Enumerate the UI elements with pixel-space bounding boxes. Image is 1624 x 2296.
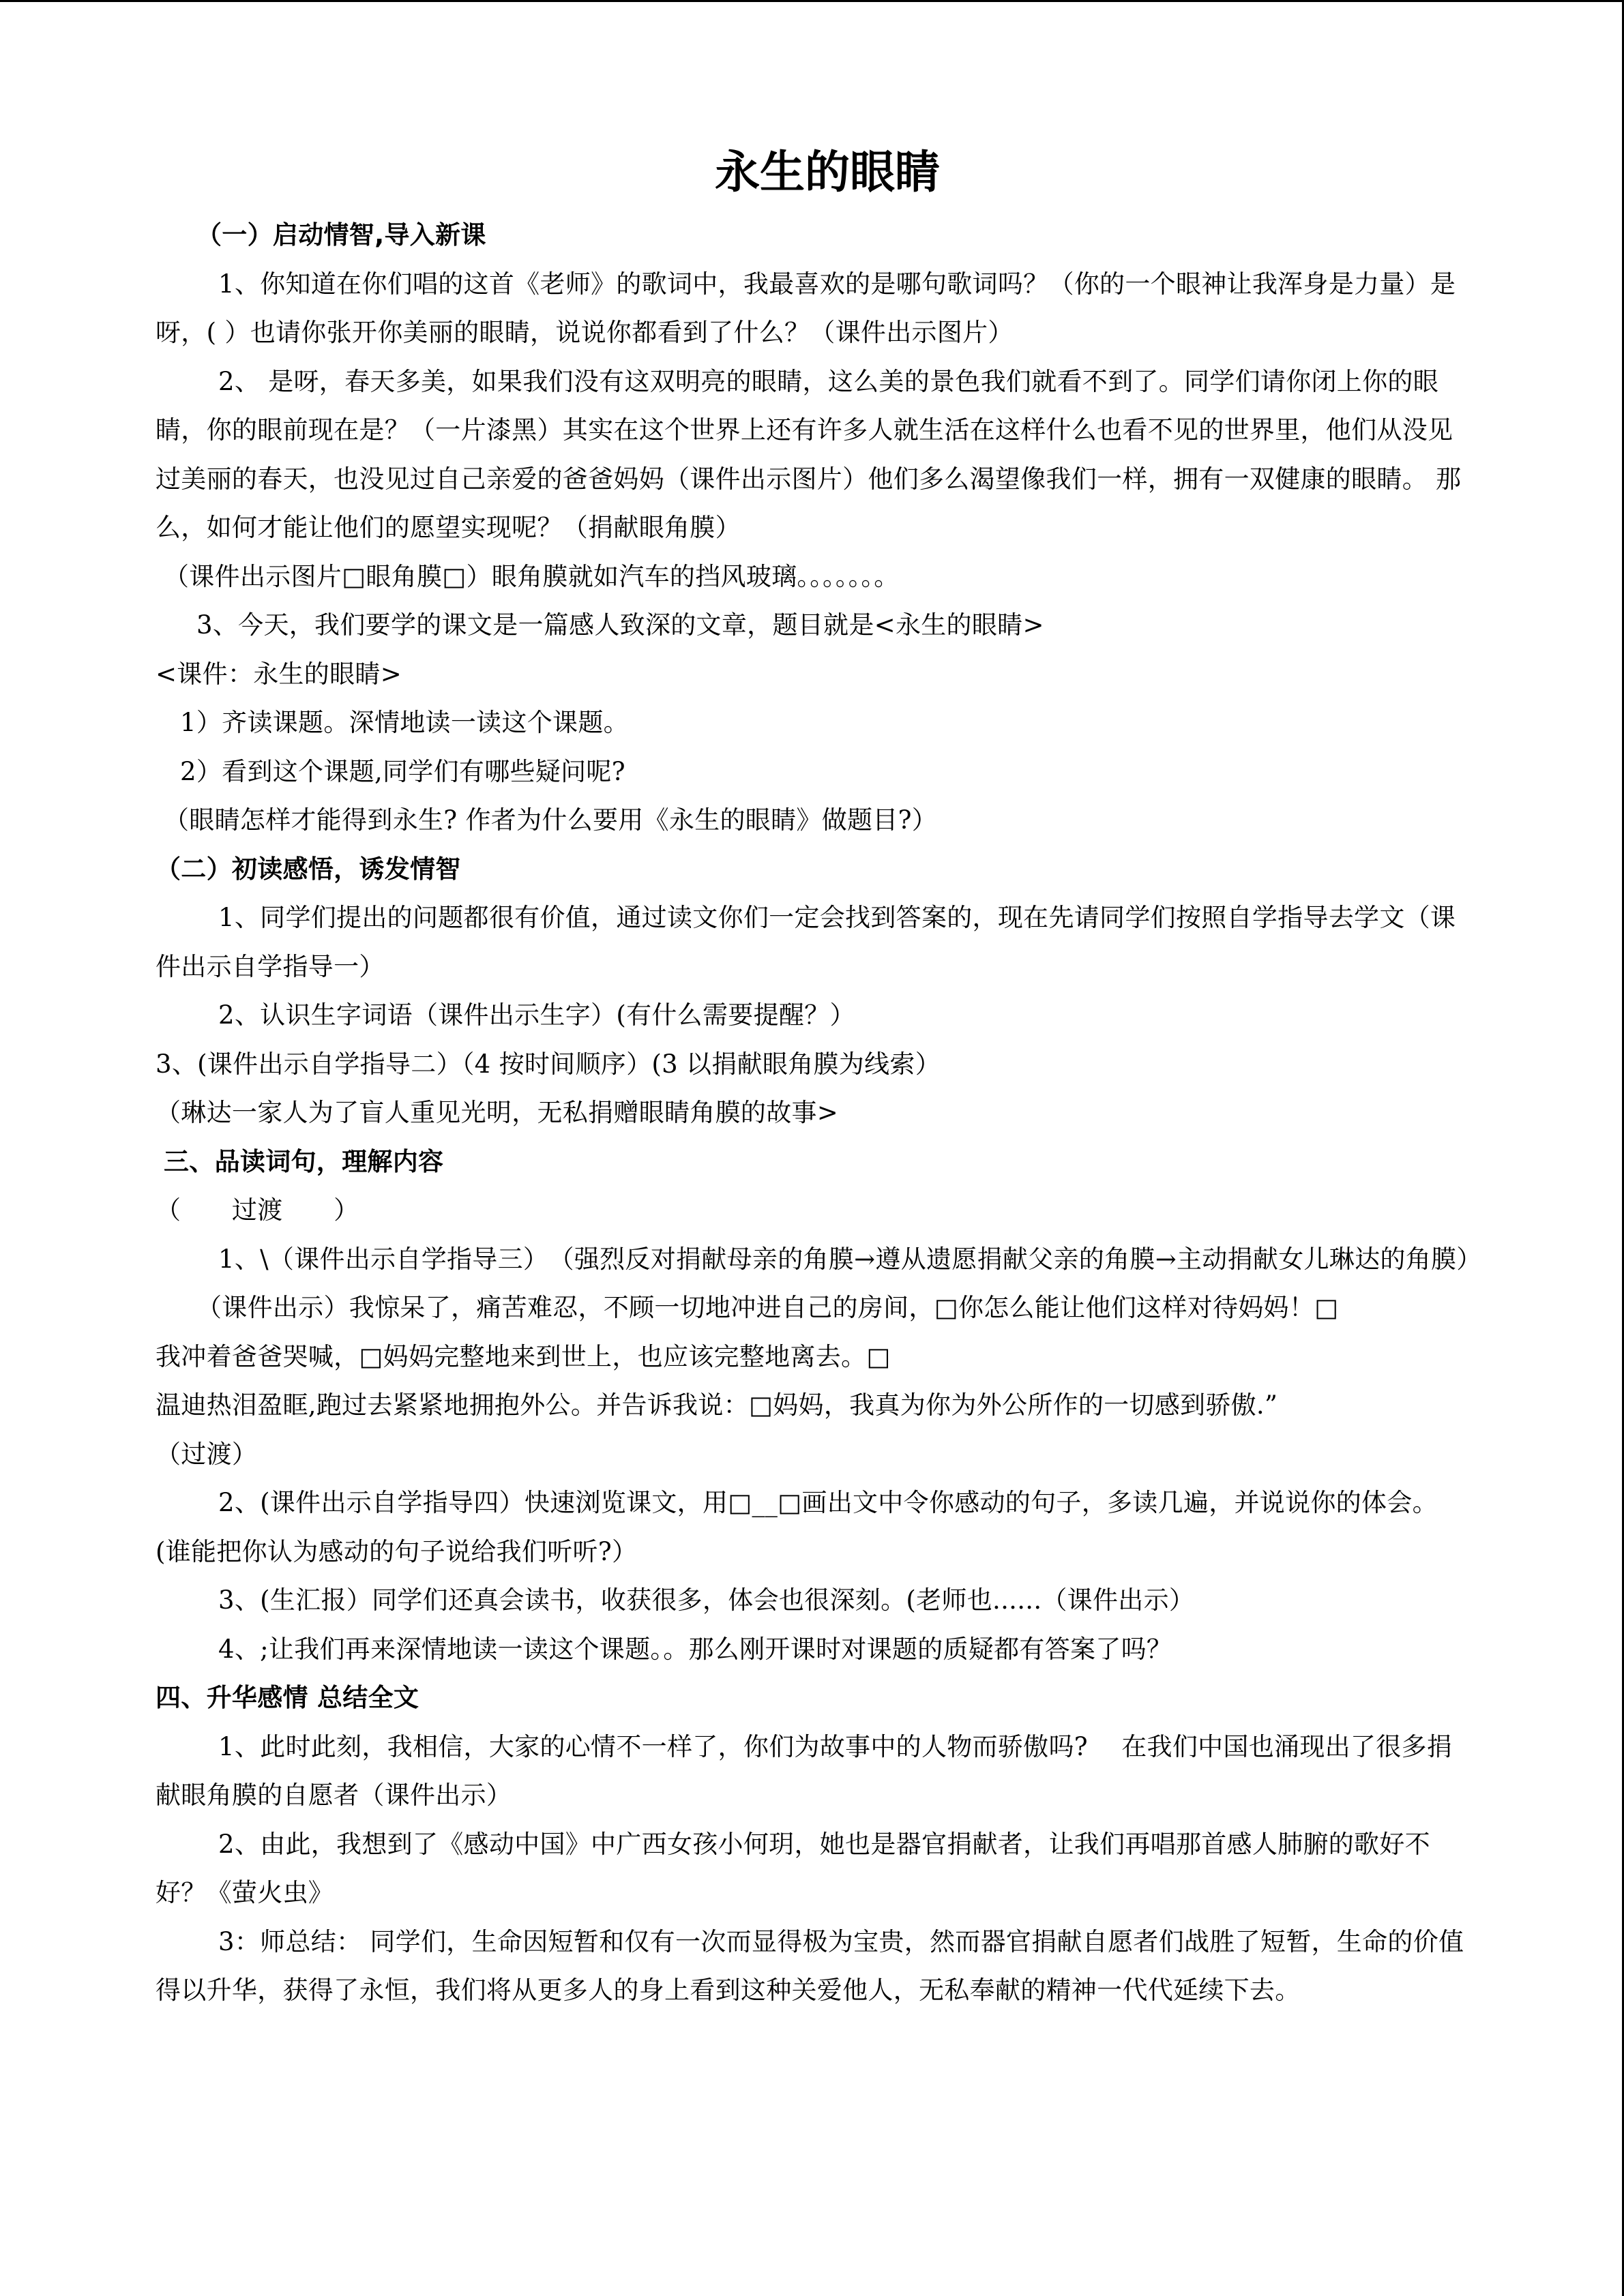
section1-paragraph-4: 3、今天，我们要学的课文是一篇感人致深的文章，题目就是<永生的眼睛> [196,610,1044,640]
document-title: 永生的眼睛 [715,146,940,198]
section2-paragraph-1: 1、同学们提出的问题都很有价值，通过读文你们一定会找到答案的，现在先请同学们按照自学指导去学文（课件出示自学指导一） [156,903,1456,981]
section1-paragraph-6: 1）齐读课题。深情地读一读这个课题。 [180,708,629,737]
section3-paragraph-2: 2、(课件出示自学指导四）快速浏览课文，用□__□画出文中令你感动的句子，多读几遍，并说说你的体会。(谁能把你认为感动的句子说给我们听听?） [156,1488,1438,1566]
section3-transition-2: （过渡） [156,1439,258,1469]
section4-paragraph-1: 1、此时此刻，我相信，大家的心情不一样了，你们为故事中的人物而骄傲吗? 在我们中国也涌现出了很多捐献眼角膜的自愿者（课件出示） [156,1731,1453,1810]
section1-paragraph-8: （眼睛怎样才能得到永生? 作者为什么要用《永生的眼睛》做题目?） [164,805,938,835]
section2-paragraph-2: 2、认识生字词语（课件出示生字）(有什么需要提醒？） [218,1000,855,1030]
section4-heading: 四、升华感情 总结全文 [156,1683,419,1712]
section3-paragraph-3: 3、(生汇报）同学们还真会读书，收获很多，体会也很深刻。(老师也......（课件出示） [218,1585,1195,1615]
document-body [156,138,1482,2015]
section3-quote-2: 我冲着爸爸哭喊，□妈妈完整地来到世上，也应该完整地离去。□ [156,1341,891,1371]
section3-quote-1: （课件出示）我惊呆了，痛苦难忍，不顾一切地冲进自己的房间，□你怎么能让他们这样对待妈妈！□ [196,1293,1339,1322]
section1-paragraph-5: <课件：永生的眼睛> [156,659,402,689]
section1-paragraph-7: 2）看到这个课题,同学们有哪些疑问呢? [180,756,625,786]
section3-paragraph-1: 1、\（课件出示自学指导三） （强烈反对捐献母亲的角膜→遵从遗愿捐献父亲的角膜→主动捐献女儿琳达的角膜） [218,1244,1482,1274]
section2-paragraph-3: 3、(课件出示自学指导二）（4 按时间顺序）(3 以捐献眼角膜为线索） [156,1049,941,1079]
section2-heading: （二）初读感悟，诱发情智 [156,854,461,884]
section1-heading: （一）启动情智,导入新课 [196,220,486,250]
section1-paragraph-2: 2、 是呀，春天多美，如果我们没有这双明亮的眼睛，这么美的景色我们就看不到了。同学们请你闭上你的眼睛，你的眼前现在是？（一片漆黑）其实在这个世界上还有许多人就生活在这样什么也看不见的世界里，他们从没见过美丽的春天，也没见过自己亲爱的爸爸妈妈（课件出示图片）他们多么渴望像我们一样，拥有一双健康的眼睛。 那么，如何才能让他们的愿望实现呢？（捐献眼角膜） [156,366,1462,542]
section1-paragraph-1: 1、你知道在你们唱的这首《老师》的歌词中，我最喜欢的是哪句歌词吗？（你的一个眼神让我浑身是力量）是呀，( ）也请你张开你美丽的眼睛，说说你都看到了什么？（课件出示图片） [156,269,1456,347]
section4-paragraph-3: 3：师总结： 同学们，生命因短暂和仅有一次而显得极为宝贵，然而器官捐献自愿者们战胜了短暂，生命的价值得以升华，获得了永恒，我们将从更多人的身上看到这种关爱他人，无私奉献的精神一代代延续下去。 [156,1926,1464,2005]
section3-transition-1: （ 过渡 ） [156,1195,359,1225]
section2-paragraph-4: （琳达一家人为了盲人重见光明，无私捐赠眼睛角膜的故事> [156,1098,839,1127]
section3-heading: 三、品读词句，理解内容 [164,1146,444,1176]
section3-quote-3: 温迪热泪盈眶,跑过去紧紧地拥抱外公。并告诉我说：□妈妈，我真为你为外公所作的一切感到骄傲.” [156,1390,1278,1420]
section3-paragraph-4: 4、;让我们再来深情地读一读这个课题。。那么刚开课时对课题的质疑都有答案了吗？ [218,1634,1172,1664]
section4-paragraph-2: 2、由此，我想到了《感动中国》中广西女孩小何玥，她也是器官捐献者，让我们再唱那首感人肺腑的歌好不好？《萤火虫》 [156,1829,1430,1907]
section1-paragraph-3: （课件出示图片□眼角膜□）眼角膜就如汽车的挡风玻璃。。。。。。。 [164,561,900,591]
